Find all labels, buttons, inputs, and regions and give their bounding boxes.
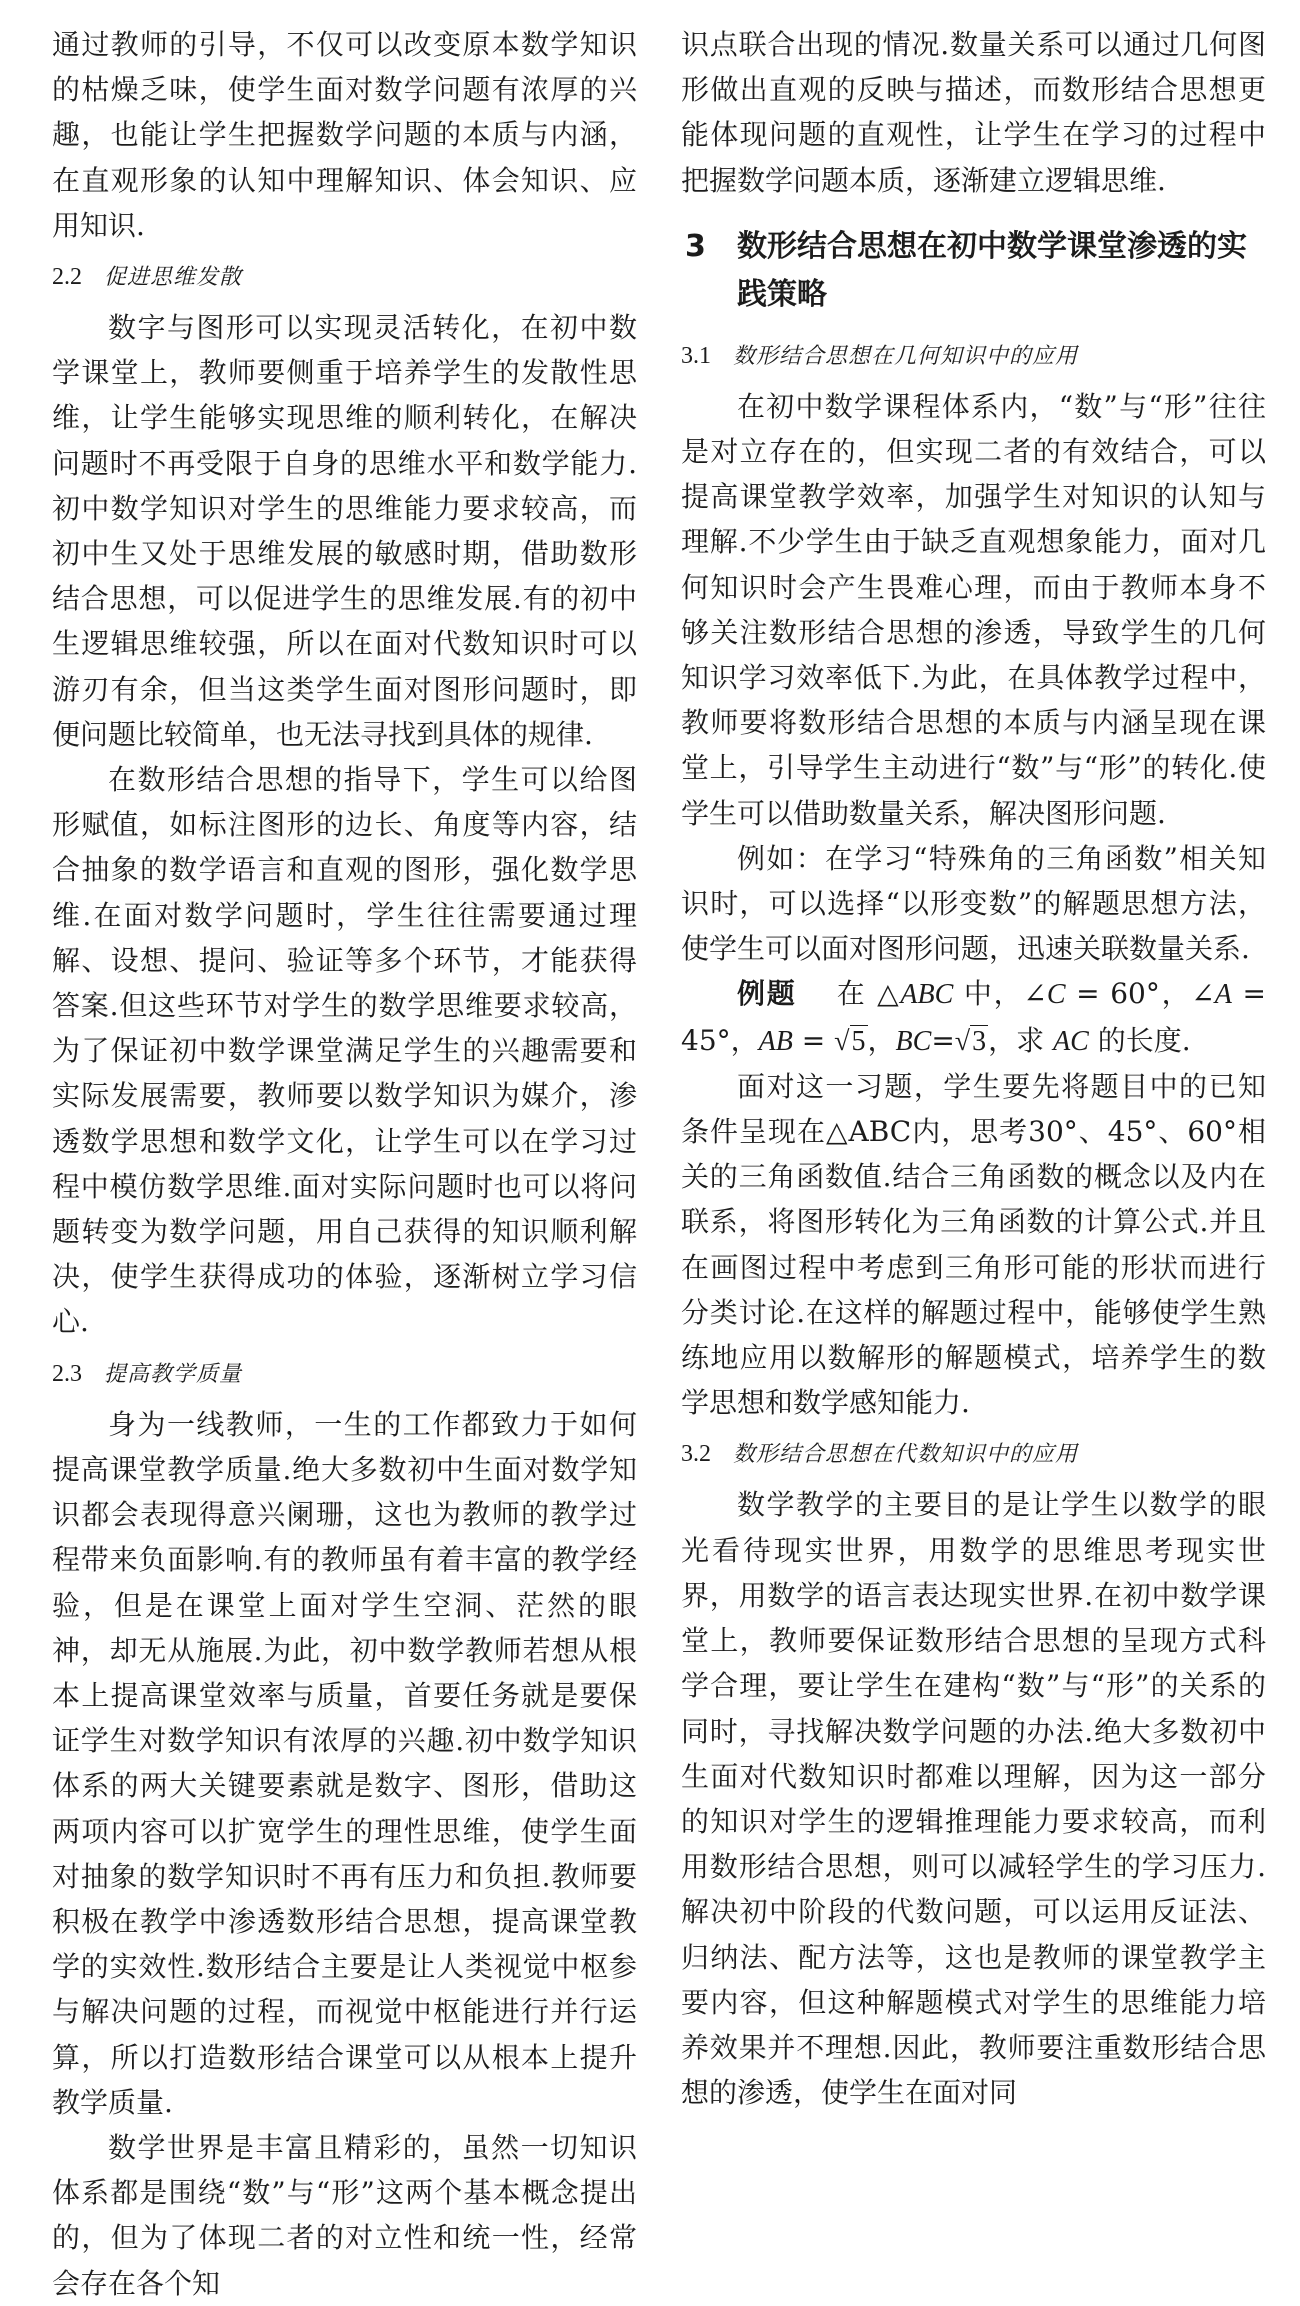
- example-text: = 45°，: [681, 977, 1266, 1057]
- subsection-heading-2-3: [52, 1357, 637, 1392]
- example-text: 在: [836, 977, 867, 1011]
- section-title: 数形结合思想在几何知识中的应用: [733, 343, 1079, 369]
- math-segment: BC: [895, 1025, 932, 1057]
- subsection-heading-3-2: [681, 1437, 1266, 1472]
- math-segment: AB: [758, 1025, 793, 1057]
- example-problem: [681, 971, 1266, 1063]
- sqrt-expression: √5: [834, 1025, 866, 1057]
- right-column: [681, 22, 1266, 2115]
- sqrt-radicand: 5: [851, 1025, 866, 1057]
- math-angle: ∠A: [1191, 979, 1232, 1011]
- example-text: 中，: [963, 977, 1024, 1011]
- subsection-heading-2-2: [52, 260, 637, 295]
- paragraph: 例如：在学习“特殊角的三角函数”相关知识时，可以选择“以形变数”的解题思想方法，使学生可以面对图形问题，迅速关联数量关系.: [681, 841, 1266, 966]
- example-label: 例题: [737, 977, 797, 1011]
- example-text: =: [931, 1023, 955, 1057]
- paragraph: 识点联合出现的情况.数量关系可以通过几何图形做出直观的反映与描述，而数形结合思想更能体现问题的直观性，让学生在学习的过程中把握数学问题本质，逐渐建立逻辑思维.: [681, 28, 1266, 197]
- paragraph: 在数形结合思想的指导下，学生可以给图形赋值，如标注图形的边长、角度等内容，结合抽象的数学语言和直观的图形，强化数学思维.在面对数学问题时，学生往往需要通过理解、设想、提问、验证等多个环节，才能获得答案.但这些环节对学生的数学思维要求较高，为了保证初中数学课堂满足学生的兴趣需要和实际发展需要，教师要以数学知识为媒介，渗透数学思想和数学文化，让学生可以在学习过程中模仿数学思维.面对实际问题时也可以将问题转变为数学问题，用自己获得的知识顺利解决，使学生获得成功的体验，逐渐树立学习信心.: [52, 763, 637, 1339]
- section-number: 3: [685, 228, 706, 264]
- section-title: 数形结合思想在代数知识中的应用: [733, 1442, 1079, 1468]
- section-number: 2.3: [52, 1360, 82, 1387]
- paragraph: 身为一线教师，一生的工作都致力于如何提高课堂教学质量.绝大多数初中生面对数学知识都会表现得意兴阑珊，这也为教师的教学过程带来负面影响.有的教师虽有着丰富的教学经验，但是在课堂上面对学生空洞、茫然的眼神，却无从施展.为此，初中数学教师若想从根本上提高课堂效率与质量，首要任务就是要保证学生对数学知识有浓厚的兴趣.初中数学知识体系的两大关键要素就是数字、图形，借助这两项内容可以扩宽学生的理性思维，使学生面对抽象的数学知识时不再有压力和负担.教师要积极在教学中渗透数形结合思想，提高课堂教学的实效性.数形结合主要是让人类视觉中枢参与解决问题的过程，而视觉中枢能进行并行运算，所以打造数形结合课堂可以从根本上提升教学质量.: [52, 1407, 637, 2119]
- paragraph: 数学教学的主要目的是让学生以数学的眼光看待现实世界，用数学的思维思考现实世界，用数学的语言表达现实世界.在初中数学课堂上，教师要保证数形结合思想的呈现方式科学合理，要让学生在建构“数”与“形”的关系的同时，寻找解决数学问题的办法.绝大多数初中生面对代数知识时都难以理解，因为这一部分的知识对学生的逻辑推理能力要求较高，而利用数形结合思想，则可以减轻学生的学习压力.解决初中阶段的代数问题，可以运用反证法、归纳法、配方法等，这也是教师的课堂教学主要内容，但这种解题模式对学生的思维能力培养效果并不理想.因此，教师要注重数形结合思想的渗透，使学生在面对同: [681, 1488, 1266, 2110]
- paragraph: 数学世界是丰富且精彩的，虽然一切知识体系都是围绕“数”与“形”这两个基本概念提出的，但为了体现二者的对立性和统一性，经常会存在各个知: [52, 2130, 637, 2300]
- section-number: 2.2: [52, 264, 82, 291]
- section-heading-3: [681, 223, 1266, 319]
- math-triangle: △ABC: [877, 979, 954, 1011]
- paragraph: 数字与图形可以实现灵活转化，在初中数学课堂上，教师要侧重于培养学生的发散性思维，让学生能够实现思维的顺利转化，在解决问题时不再受限于自身的思维水平和数学能力.初中数学知识对学生的思维能力要求较高，而初中生又处于思维发展的敏感时期，借助数形结合思想，可以促进学生的思维发展.有的初中生逻辑思维较强，所以在面对代数知识时可以游刃有余，但当这类学生面对图形问题时，即便问题比较简单，也无法寻找到具体的规律.: [52, 311, 637, 751]
- example-text: =: [801, 1023, 826, 1057]
- example-text: ，求: [988, 1023, 1045, 1057]
- subsection-heading-3-1: [681, 339, 1266, 374]
- math-segment: AC: [1053, 1025, 1089, 1057]
- paragraph: 在初中数学课程体系内，“数”与“形”往往是对立存在的，但实现二者的有效结合，可以提高课堂教学效率，加强学生对知识的认知与理解.不少学生由于缺乏直观想象能力，面对几何知识时会产生畏难心理，而由于教师本身不够关注数形结合思想的渗透，导致学生的几何知识学习效率低下.为此，在具体教学过程中，教师要将数形结合思想的本质与内涵呈现在课堂上，引导学生主动进行“数”与“形”的转化.使学生可以借助数量关系，解决图形问题.: [681, 389, 1266, 830]
- paragraph: 通过教师的引导，不仅可以改变原本数学知识的枯燥乏味，使学生面对数学问题有浓厚的兴趣，也能让学生把握数学问题的本质与内涵，在直观形象的认知中理解知识、体会知识、应用知识.: [52, 28, 637, 242]
- section-title: 数形结合思想在初中数学课堂渗透的实践策略: [737, 228, 1247, 312]
- paragraph: 面对这一习题，学生要先将题目中的已知条件呈现在△ABC内，思考30°、45°、60°相关的三角函数值.结合三角函数的概念以及内在联系，将图形转化为三角函数的计算公式.并且在画图过程中考虑到三角形可能的形状而进行分类讨论.在这样的解题过程中，能够使学生熟练地应用以数解形的解题模式，培养学生的数学思想和数学感知能力.: [681, 1069, 1266, 1420]
- example-text: 的长度.: [1097, 1023, 1191, 1057]
- section-number: 3.1: [681, 342, 711, 369]
- math-angle: ∠C: [1023, 979, 1066, 1011]
- example-text: ，: [867, 1023, 896, 1057]
- section-number: 3.2: [681, 1441, 711, 1468]
- sqrt-expression: √3: [954, 1025, 987, 1057]
- section-title: 提高教学质量: [104, 1361, 243, 1387]
- section-title: 促进思维发散: [104, 265, 243, 291]
- sqrt-radicand: 3: [972, 1025, 987, 1057]
- left-column: [52, 22, 637, 2306]
- example-text: = 60°，: [1076, 977, 1192, 1011]
